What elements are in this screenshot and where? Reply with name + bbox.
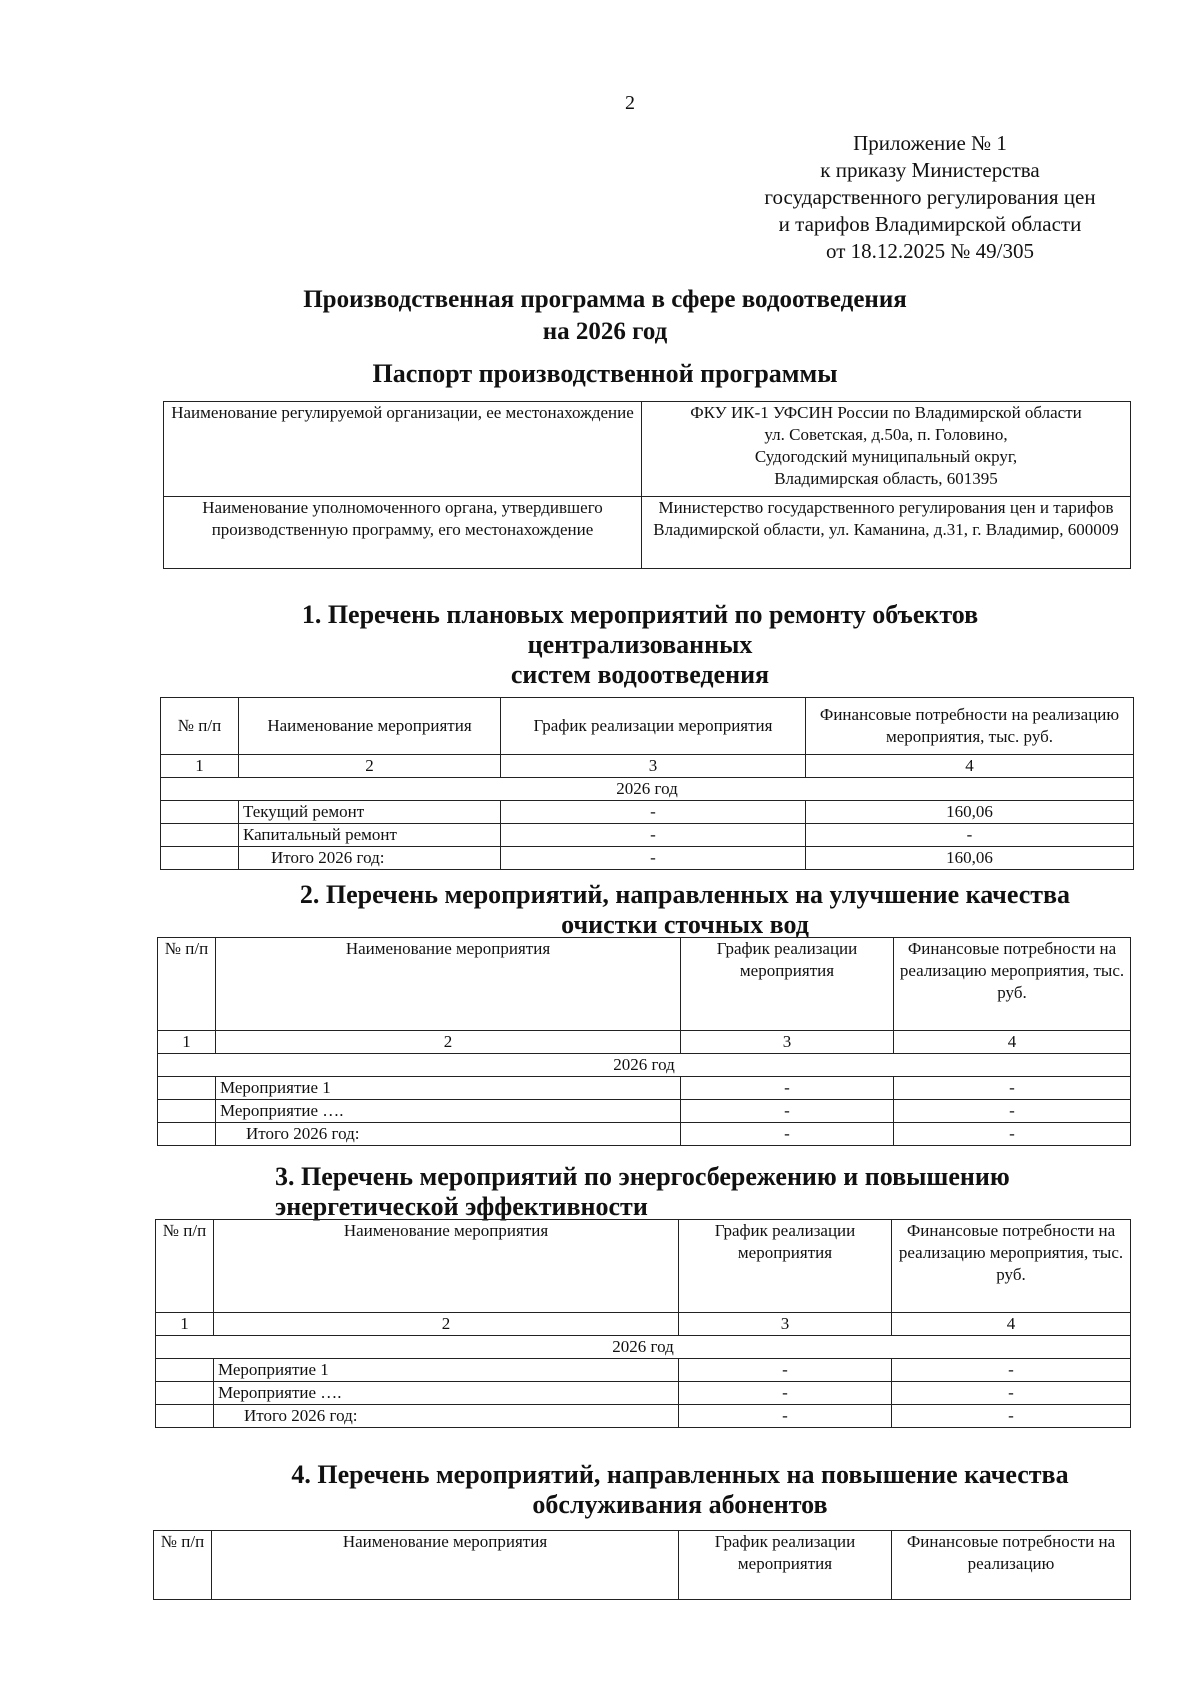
- header-cell: Наименование мероприятия: [212, 1531, 679, 1600]
- schedule-cell: -: [681, 1100, 894, 1123]
- title-line: очистки сточных вод: [561, 910, 809, 939]
- header-cell: График реализации мероприятия: [681, 938, 894, 1031]
- schedule-cell: -: [681, 1123, 894, 1146]
- title-line: на 2026 год: [542, 318, 668, 345]
- activity-name: Итого 2026 год:: [239, 847, 501, 870]
- section4-table: [153, 1530, 1131, 1600]
- title-line: 1. Перечень плановых мероприятий по ремонту объектов: [301, 600, 979, 629]
- amount-cell: -: [894, 1100, 1131, 1123]
- col-number: 1: [161, 755, 239, 778]
- col-number: 1: [158, 1031, 216, 1054]
- passport-value: Министерство государственного регулирования цен и тарифов Владимирской области, ул. Каманина, д.31, г. Владимир, 600009: [642, 497, 1131, 569]
- table-row: [156, 1359, 1131, 1382]
- amount-cell: 160,06: [806, 847, 1134, 870]
- passport-value: [642, 402, 1131, 497]
- col-number: 3: [681, 1031, 894, 1054]
- header-cell: График реализации мероприятия: [501, 698, 806, 755]
- header-cell: № п/п: [156, 1220, 214, 1313]
- col-number: 4: [892, 1313, 1131, 1336]
- passport-value-line: ФКУ ИК-1 УФСИН России по Владимирской области: [690, 403, 1082, 422]
- year-row: 2026 год: [156, 1336, 1131, 1359]
- table-row: [161, 847, 1134, 870]
- col-number: 2: [214, 1313, 679, 1336]
- passport-value-line: Судогодский муниципальный округ,: [754, 447, 1018, 466]
- schedule-cell: -: [501, 824, 806, 847]
- passport-value-line: ул. Советская, д.50а, п. Головино,: [764, 425, 1008, 444]
- amount-cell: -: [806, 824, 1134, 847]
- col-number: 2: [239, 755, 501, 778]
- title-line: Производственная программа в сфере водоотведения: [303, 286, 907, 313]
- appendix-line: государственного регулирования цен: [764, 185, 1096, 209]
- header-cell: Наименование мероприятия: [216, 938, 681, 1031]
- passport-table: [163, 401, 1131, 569]
- amount-cell: -: [894, 1123, 1131, 1146]
- section3-title: [275, 1162, 1010, 1222]
- activity-name: Мероприятие 1: [214, 1359, 679, 1382]
- amount-cell: -: [892, 1382, 1131, 1405]
- appendix-line: к приказу Министерства: [820, 158, 1040, 182]
- schedule-cell: -: [501, 847, 806, 870]
- appendix-line: Приложение № 1: [853, 131, 1007, 155]
- title-line: обслуживания абонентов: [532, 1490, 828, 1519]
- amount-cell: 160,06: [806, 801, 1134, 824]
- document-title: [0, 284, 1200, 348]
- activity-name: Капитальный ремонт: [239, 824, 501, 847]
- col-number: 2: [216, 1031, 681, 1054]
- activity-name: Итого 2026 год:: [216, 1123, 681, 1146]
- activity-name: Текущий ремонт: [239, 801, 501, 824]
- year-row: 2026 год: [158, 1054, 1131, 1077]
- table-row: [156, 1382, 1131, 1405]
- activity-name: Мероприятие ….: [216, 1100, 681, 1123]
- header-cell: График реализации мероприятия: [679, 1531, 892, 1600]
- year-row: 2026 год: [161, 778, 1134, 801]
- header-cell: Финансовые потребности на реализацию: [892, 1531, 1131, 1600]
- header-cell: Финансовые потребности на реализацию мероприятия, тыс. руб.: [806, 698, 1134, 755]
- amount-cell: -: [894, 1077, 1131, 1100]
- header-cell: № п/п: [154, 1531, 212, 1600]
- title-line: централизованных: [527, 630, 753, 659]
- section2-table: [157, 937, 1131, 1146]
- appendix-line: и тарифов Владимирской области: [778, 212, 1082, 236]
- section2-title: [245, 880, 1125, 940]
- amount-cell: -: [892, 1405, 1131, 1428]
- page-number: 2: [625, 92, 635, 114]
- schedule-cell: -: [679, 1405, 892, 1428]
- schedule-cell: -: [679, 1382, 892, 1405]
- activity-name: Мероприятие ….: [214, 1382, 679, 1405]
- header-cell: № п/п: [158, 938, 216, 1031]
- schedule-cell: -: [501, 801, 806, 824]
- passport-label: Наименование уполномоченного органа, утвердившего производственную программу, его местонахождение: [164, 497, 642, 569]
- passport-label: Наименование регулируемой организации, ее местонахождение: [164, 402, 642, 497]
- schedule-cell: -: [679, 1359, 892, 1382]
- passport-title: Паспорт производственной программы: [372, 359, 838, 388]
- title-line: систем водоотведения: [510, 660, 770, 689]
- header-cell: № п/п: [161, 698, 239, 755]
- col-number: 3: [679, 1313, 892, 1336]
- table-row: [156, 1405, 1131, 1428]
- activity-name: Итого 2026 год:: [214, 1405, 679, 1428]
- col-number: 1: [156, 1313, 214, 1336]
- activity-name: Мероприятие 1: [216, 1077, 681, 1100]
- amount-cell: -: [892, 1359, 1131, 1382]
- section1-title: [140, 600, 1140, 690]
- passport-value-line: Владимирская область, 601395: [774, 469, 998, 488]
- appendix-line: от 18.12.2025 № 49/305: [825, 239, 1035, 263]
- header-cell: Наименование мероприятия: [214, 1220, 679, 1313]
- title-line: энергетической эффективности: [275, 1192, 648, 1221]
- title-line: 2. Перечень мероприятий, направленных на улучшение качества: [299, 880, 1071, 909]
- title-line: 3. Перечень мероприятий по энергосбережению и повышению: [275, 1162, 1010, 1191]
- table-row: [158, 1077, 1131, 1100]
- header-cell: Наименование мероприятия: [239, 698, 501, 755]
- table-row: [161, 824, 1134, 847]
- section1-table: [160, 697, 1134, 870]
- title-line: 4. Перечень мероприятий, направленных на повышение качества: [291, 1460, 1069, 1489]
- appendix-block: [700, 130, 1160, 265]
- col-number: 4: [806, 755, 1134, 778]
- section4-title: [240, 1460, 1120, 1520]
- col-number: 4: [894, 1031, 1131, 1054]
- table-row: [161, 801, 1134, 824]
- header-cell: Финансовые потребности на реализацию мероприятия, тыс. руб.: [892, 1220, 1131, 1313]
- header-cell: График реализации мероприятия: [679, 1220, 892, 1313]
- schedule-cell: -: [681, 1077, 894, 1100]
- col-number: 3: [501, 755, 806, 778]
- header-cell: Финансовые потребности на реализацию мероприятия, тыс. руб.: [894, 938, 1131, 1031]
- section3-table: [155, 1219, 1131, 1428]
- table-row: [158, 1100, 1131, 1123]
- table-row: [158, 1123, 1131, 1146]
